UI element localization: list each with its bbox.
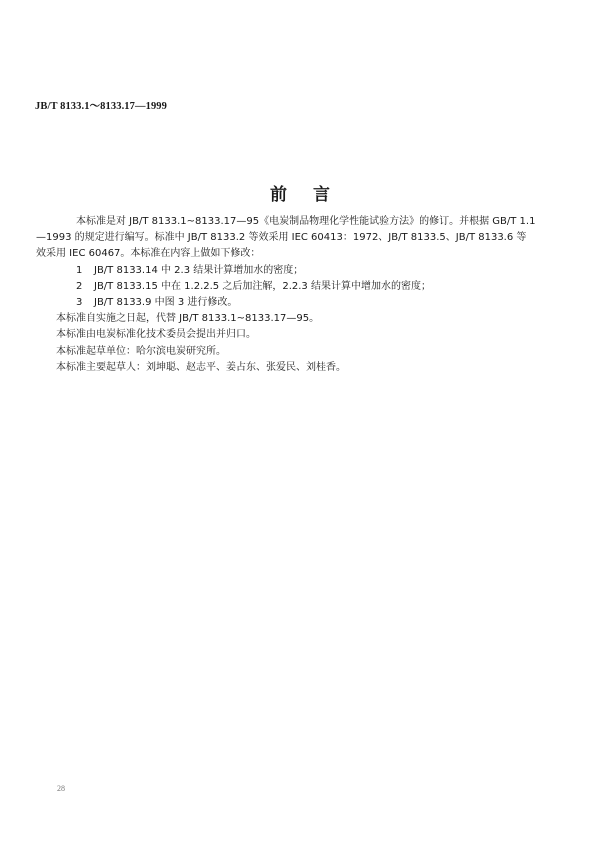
list-item-number: 1 <box>76 264 83 276</box>
paragraph-intro-line3: 效采用 IEC 60467。本标准在内容上做如下修改： <box>36 248 261 260</box>
page-title: 前言 <box>270 185 356 205</box>
paragraph-replacement: 本标准自实施之日起，代替 JB/T 8133.1~8133.17—95。 <box>56 313 320 325</box>
paragraph-intro-line2: —1993 的规定进行编写。标准中 JB/T 8133.2 等效采用 IEC 60413：1972、JB/T 8133.5、JB/T 8133.6 等 <box>36 232 527 244</box>
list-item-text: JB/T 8133.15 中在 1.2.2.5 之后加注解，2.2.3 结果计算中增加水的密度； <box>94 280 431 292</box>
page-number: 28 <box>57 784 65 793</box>
foreword-body <box>36 214 576 376</box>
list-item-number: 2 <box>76 280 83 292</box>
standard-code-header: JB/T 8133.1～8133.17—1999 <box>35 101 168 112</box>
list-item <box>56 279 576 295</box>
list-item <box>56 263 576 279</box>
list-item <box>56 295 576 311</box>
list-item-text: JB/T 8133.9 中图 3 进行修改。 <box>94 297 238 309</box>
paragraph-drafters: 本标准主要起草人：刘坤聪、赵志平、姜占东、张爱民、刘桂香。 <box>56 361 346 373</box>
list-item-number: 3 <box>76 297 83 309</box>
paragraph-intro-line1: 本标准是对 JB/T 8133.1~8133.17—95《电炭制品物理化学性能试验方法》的修订。并根据 GB/T 1.1 <box>76 216 536 227</box>
list-item-text: JB/T 8133.14 中 2.3 结果计算增加水的密度； <box>94 264 304 276</box>
paragraph-drafting-unit: 本标准起草单位：哈尔滨电炭研究所。 <box>56 345 226 357</box>
paragraph-proposer: 本标准由电炭标准化技术委员会提出并归口。 <box>56 329 256 341</box>
